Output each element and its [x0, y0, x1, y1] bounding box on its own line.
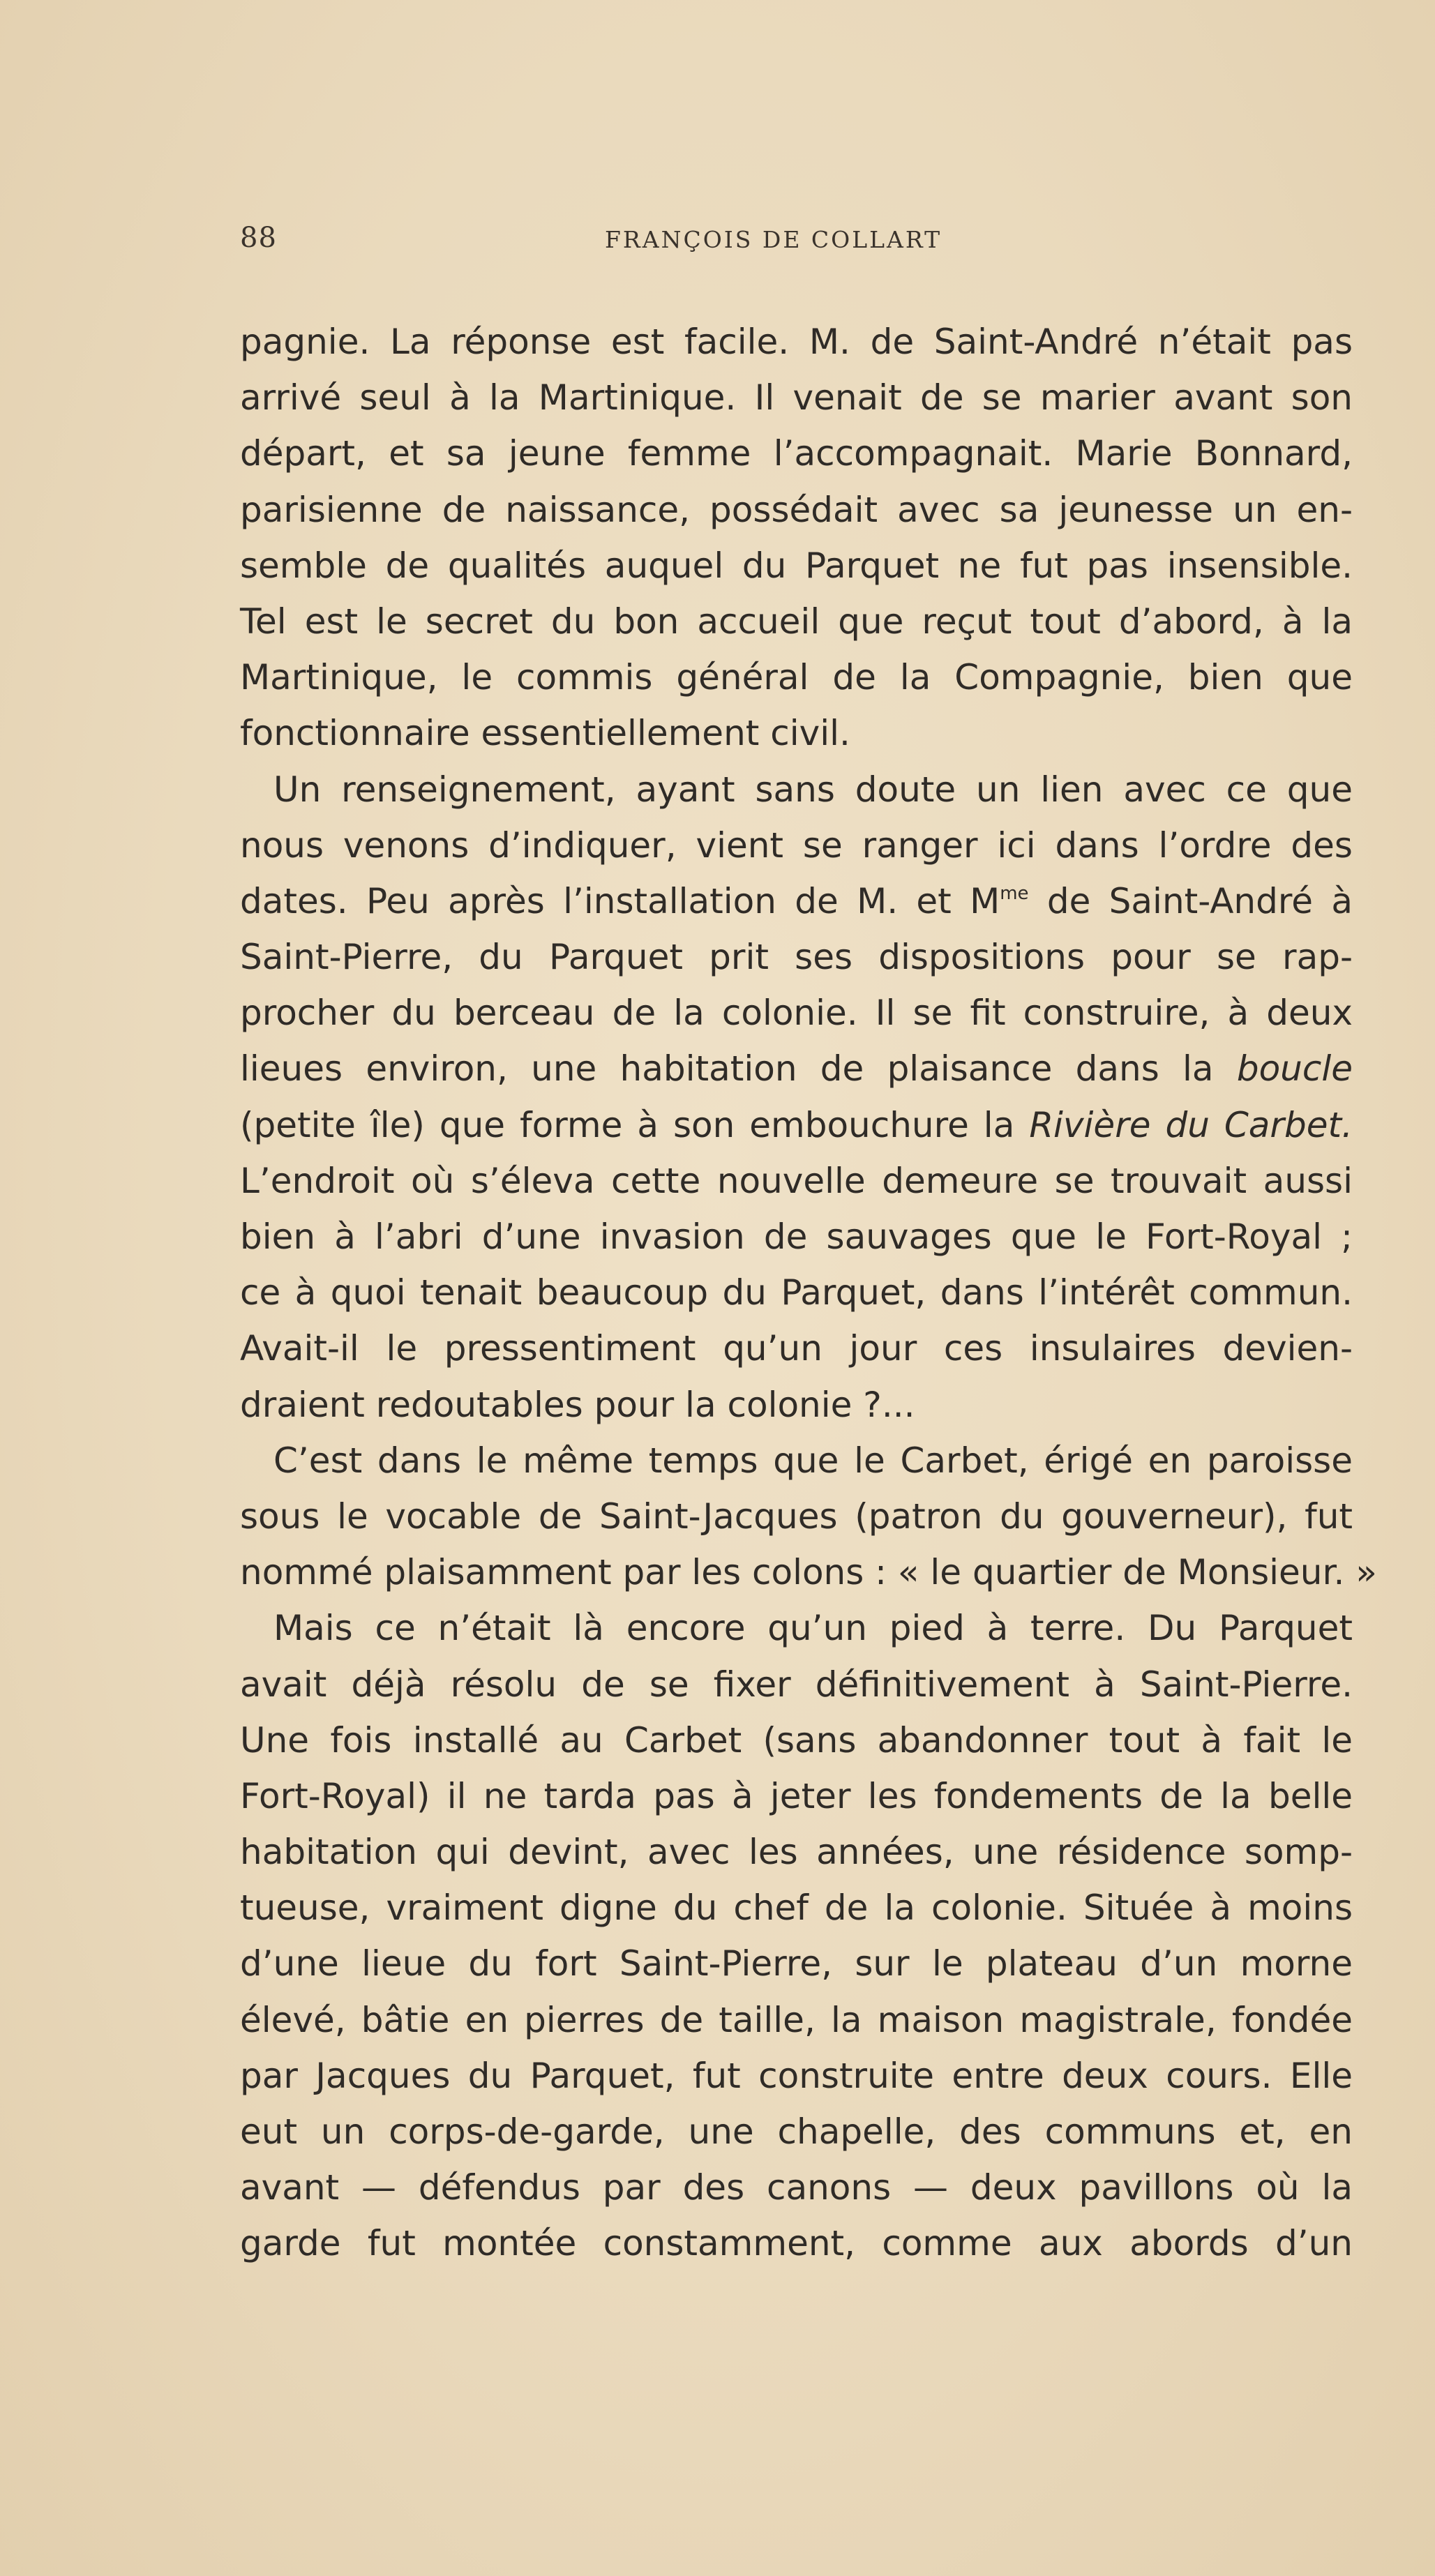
text-line: nous venons d’indiquer, vient se ranger ici dans l’ordre des: [240, 824, 1353, 866]
text-line: sous le vocable de Saint-Jacques (patron du gouverneur), fut: [240, 1496, 1353, 1537]
text-line: d’une lieue du fort Saint-Pierre, sur le plateau d’un morne: [240, 1943, 1353, 1984]
text-line: Un renseignement, ayant sans doute un lien avec ce que: [273, 769, 1353, 810]
text-line: arrivé seul à la Martinique. Il venait de se marier avant son: [240, 377, 1353, 419]
text-line: Mais ce n’était là encore qu’un pied à terre. Du Parquet: [273, 1608, 1353, 1649]
text-line: avait déjà résolu de se fixer définitivement à Saint-Pierre.: [240, 1664, 1353, 1705]
superscript-abbreviation: me: [1000, 882, 1029, 904]
text-line: élevé, bâtie en pierres de taille, la maison magistrale, fondée: [240, 1999, 1353, 2040]
text-segment: lieues environ, une habitation de plaisance dans la: [240, 1048, 1237, 1090]
text-line: procher du berceau de la colonie. Il se fit construire, à deux: [240, 993, 1353, 1034]
text-line: tueuse, vraiment digne du chef de la colonie. Située à moins: [240, 1888, 1353, 1929]
text-line: pagnie. La réponse est facile. M. de Saint-André n’était pas: [240, 322, 1353, 362]
text-line: L’endroit où s’éleva cette nouvelle demeure se trouvait aussi: [240, 1160, 1353, 1201]
italic-term: boucle: [1236, 1048, 1353, 1090]
page-number: 88: [240, 222, 277, 254]
text-line: fonctionnaire essentiellement civil.: [240, 713, 850, 754]
text-line: [240, 873, 1353, 929]
text-line: habitation qui devint, avec les années, une résidence somp-: [240, 1832, 1353, 1873]
text-line: Saint-Pierre, du Parquet prit ses dispositions pour se rap-: [240, 937, 1353, 978]
text-line: Tel est le secret du bon accueil que reçut tout d’abord, à la: [240, 601, 1353, 642]
italic-place-name: Rivière du Carbet.: [1029, 1104, 1353, 1145]
text-line: ce à quoi tenait beaucoup du Parquet, dans l’intérêt commun.: [240, 1272, 1353, 1313]
text-line: garde fut montée constamment, comme aux abords d’un: [240, 2223, 1353, 2264]
text-line: Une fois installé au Carbet (sans abandonner tout à fait le: [240, 1719, 1353, 1761]
text-line: semble de qualités auquel du Parquet ne fut pas insensible.: [240, 545, 1353, 586]
text-line: départ, et sa jeune femme l’accompagnait. Marie Bonnard,: [240, 433, 1353, 474]
text-line: draient redoutables pour la colonie ?...: [240, 1384, 915, 1425]
text-line: Avait-il le pressentiment qu’un jour ces insulaires devien-: [240, 1328, 1353, 1369]
text-line: eut un corps-de-garde, une chapelle, des communs et, en: [240, 2111, 1353, 2152]
text-line: parisienne de naissance, possédait avec sa jeunesse un en-: [240, 489, 1353, 530]
text-line: [240, 1041, 1353, 1097]
text-line: bien à l’abri d’une invasion de sauvages que le Fort-Royal ;: [240, 1217, 1353, 1257]
text-line: par Jacques du Parquet, fut construite entre deux cours. Elle: [240, 2055, 1353, 2096]
text-segment: de Saint-André à: [1028, 880, 1353, 921]
text-line: C’est dans le même temps que le Carbet, érigé en paroisse: [273, 1440, 1353, 1481]
text-line: nommé plaisamment par les colons : « le quartier de Monsieur. »: [240, 1552, 1377, 1593]
text-line: Fort-Royal) il ne tarda pas à jeter les fondements de la belle: [240, 1775, 1353, 1816]
text-segment: (petite île) que forme à son embouchure la: [240, 1104, 1030, 1145]
page-header: [240, 222, 1353, 264]
running-title: FRANÇOIS DE COLLART: [605, 226, 942, 253]
body-text: [240, 314, 1377, 2272]
text-line: avant — défendus par des canons — deux pavillons où la: [240, 2167, 1353, 2208]
text-line: Martinique, le commis général de la Compagnie, bien que: [240, 657, 1353, 698]
text-segment: dates. Peu après l’installation de M. et M: [240, 880, 1000, 921]
text-line: [240, 1097, 1353, 1153]
